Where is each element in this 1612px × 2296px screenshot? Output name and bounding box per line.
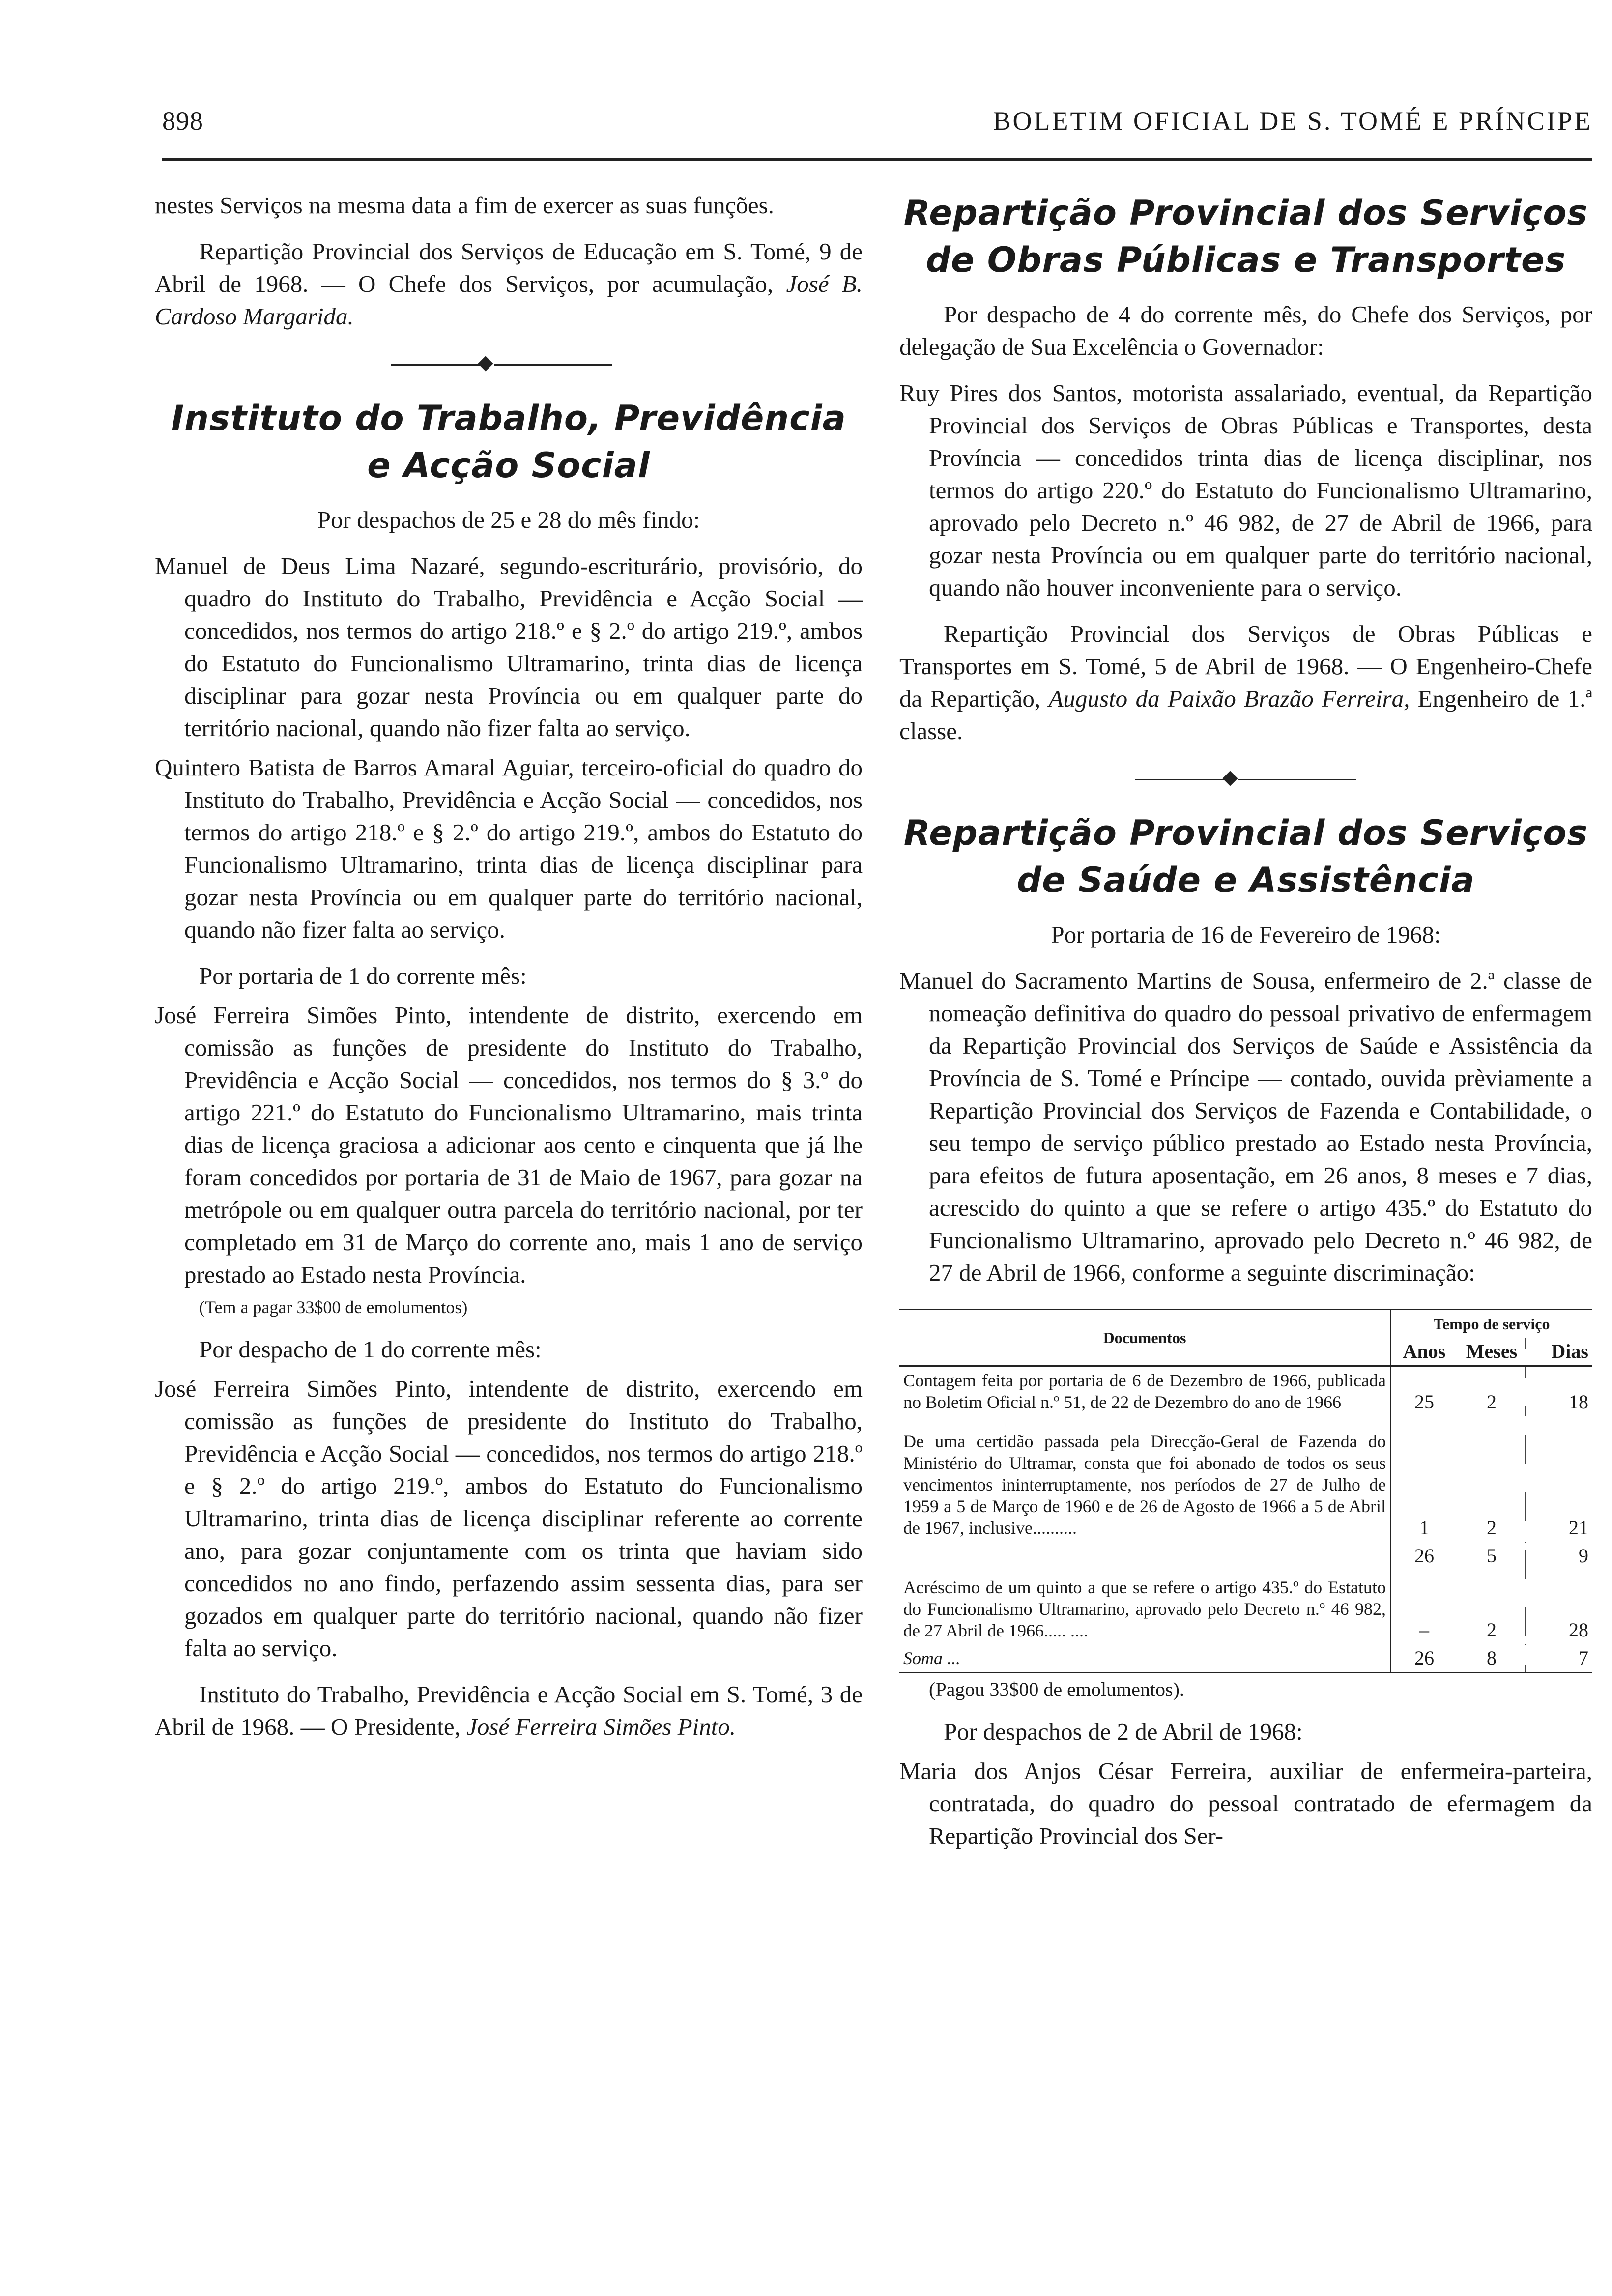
page-header — [162, 106, 1592, 145]
institute-title-line-1: Instituto do Trabalho, Previdência — [171, 398, 846, 438]
row-doc: Acréscimo de um quinto a que se refere o artigo 435.º do Estatuto do Funcionalismo Ultramarino, aprovado pelo Decreto n.º 46 982, de 27 Abril de 1966..... .... — [899, 1570, 1390, 1644]
subtotal-row — [899, 1542, 1592, 1570]
soma-days: 7 — [1526, 1644, 1593, 1673]
col-tempo-servico: Tempo de serviço — [1390, 1310, 1592, 1338]
obras-signoff-text: Repartição Provincial dos Serviços de Obras Públicas e Transportes em S. Tomé, 5 de Abril de 1968. — O Engenheiro-Chefe da Repartição, — [899, 620, 1592, 712]
service-time-table — [899, 1309, 1592, 1673]
institute-signoff — [155, 1678, 863, 1743]
entry-ruy-santos: Ruy Pires dos Santos, motorista assalariado, eventual, da Repartição Provincial dos Serviços de Obras Públicas e Transportes, desta Província — concedidos trinta dias de licença disciplinar, nos termos do artigo 220.º do Estatuto do Funcionalismo Ultramarino, aprovado pelo Decreto n.º 46 982, de 27 de Abril de 1966, para gozar nesta Província ou em qualquer parte do território nacional, quando não houver inconveniente para o serviço. — [899, 379, 1592, 601]
header-rule — [162, 158, 1592, 161]
page-number: 898 — [162, 106, 203, 136]
entry-quintero-aguiar: Quintero Batista de Barros Amaral Aguiar, terceiro-oficial do quadro do Instituto do Trabalho, Previdência e Acção Social — concedidos, nos termos do artigo 218.º e § 2.º do artigo 219.º, ambos do Estatuto do Funcionalismo Ultramarino, trinta dias de licença disciplinar para gozar nesta Província ou em qualquer parte do território nacional, quando não fizer falta ao serviço. — [155, 754, 863, 943]
institute-signoff-name: José Ferreira Simões Pinto. — [466, 1713, 736, 1740]
entry-maria-ferreira: Maria dos Anjos César Ferreira, auxiliar de enfermeira-parteira, contratada, do quadro do pessoal contratado de efermagem da Repartição Provincial dos Ser- — [899, 1757, 1592, 1849]
saude-intro: Por portaria de 16 de Fevereiro de 1968: — [1051, 921, 1441, 948]
despacho-intro: Por despacho de 1 do corrente mês: — [199, 1336, 542, 1363]
pagou-note: (Pagou 33$00 de emolumentos). — [929, 1678, 1184, 1700]
soma-label: Soma ... — [899, 1644, 1390, 1673]
institute-section-title — [155, 395, 863, 489]
table-row — [899, 1366, 1592, 1416]
entry-jose-pinto-portaria: José Ferreira Simões Pinto, intendente de distrito, exercendo em comissão as funções de presidente do Instituto do Trabalho, Previdência e Acção Social — concedidos, nos termos do § 3.º do artigo 221.º do Estatuto do Funcionalismo Ultramarino, mais trinta dias de licença graciosa a adicionar aos cento e cinquenta que já lhe foram concedidos por portaria de 31 de Maio de 1967, para gozar na metrópole ou em qualquer outra parcela do território nacional, por ter completado em 31 de Março do corrente ano, mais 1 ano de serviço prestado ao Estado nesta Província. — [155, 1002, 863, 1288]
saude-title-line-2: de Saúde e Assistência — [1017, 860, 1475, 900]
entry-manuel-sousa: Manuel do Sacramento Martins de Sousa, enfermeiro de 2.ª classe de nomeação definitiva do quadro do pessoal privativo de enfermagem da Repartição Provincial dos Serviços de Saúde e Assistência da Província de S. Tomé e Príncipe — contado, ouvida prèviamente a Repartição Provincial dos Serviços de Fazenda e Contabilidade, o seu tempo de serviço público prestado ao Estado nesta Província, para efeitos de futura aposentação, em 26 anos, 8 meses e 7 dias, acrescido do quinto a que se refere o artigo 435.º do Estatuto do Funcionalismo Ultramarino, aprovado pelo Decreto n.º 46 982, de 27 de Abril de 1966, conforme a seguinte discriminação: — [899, 967, 1592, 1286]
obras-section-title — [899, 189, 1592, 284]
education-signoff-name: José B. Cardoso Margarida. — [155, 270, 863, 330]
education-signoff — [155, 235, 863, 333]
row-days: 21 — [1569, 1516, 1588, 1539]
obras-signoff-name: Augusto da Paixão Brazão Ferreira, — [1048, 685, 1410, 712]
row-doc: Contagem feita por portaria de 6 de Dezembro de 1966, publicada no Boletim Oficial n.º 51, de 22 de Dezembro do ano de 1966 — [899, 1366, 1390, 1416]
row-years: – — [1390, 1570, 1458, 1644]
institute-signoff-text: Instituto do Trabalho, Previdência e Acção Social em S. Tomé, 3 de Abril de 1968. — O Presidente, — [155, 1681, 863, 1740]
row-years: 25 — [1390, 1366, 1458, 1416]
section-separator — [899, 765, 1592, 795]
obras-signoff — [899, 618, 1592, 747]
obras-intro: Por despacho de 4 do corrente mês, do Chefe dos Serviços, por delegação de Sua Excelência o Governador: — [899, 301, 1592, 360]
soma-years: 26 — [1390, 1644, 1458, 1673]
row-doc: De uma certidão passada pela Direcção-Geral de Fazenda do Ministério do Ultramar, consta que foi abonado de todos os seus vencimentos ininterruptamente, nos períodos de 27 de Julho de 1959 a 5 de Março de 1960 e de 26 de Agosto de 1966 a 5 de Abril de 1967, inclusive.......... — [899, 1416, 1390, 1542]
education-signoff-text: Repartição Provincial dos Serviços de Educação em S. Tomé, 9 de Abril de 1968. — O Chefe dos Serviços, por acumulação, — [155, 238, 863, 297]
obras-signoff-rank: Engenheiro de 1.ª classe. — [899, 685, 1592, 745]
obras-title-line-2: de Obras Públicas e Transportes — [925, 240, 1566, 280]
soma-months: 8 — [1458, 1644, 1526, 1673]
table-row — [899, 1570, 1592, 1644]
col-years: Anos — [1390, 1338, 1458, 1366]
subtotal-years: 26 — [1390, 1542, 1458, 1570]
row-months: 2 — [1458, 1366, 1526, 1416]
portaria-intro: Por portaria de 1 do corrente mês: — [199, 962, 527, 989]
table-row — [899, 1416, 1592, 1542]
despachos-intro: Por despachos de 25 e 28 do mês findo: — [317, 506, 700, 533]
row-days: 18 — [1526, 1366, 1593, 1416]
obras-title-line-1: Repartição Provincial dos Serviços — [903, 193, 1588, 233]
col-documents: Documentos — [899, 1310, 1390, 1366]
section-separator — [155, 350, 863, 380]
col-days: Dias — [1551, 1340, 1588, 1362]
col-months: Meses — [1458, 1338, 1526, 1366]
subtotal-months: 5 — [1458, 1542, 1526, 1570]
row-months: 2 — [1458, 1570, 1526, 1644]
emolumentos-note: (Tem a pagar 33$00 de emolumentos) — [199, 1297, 468, 1317]
soma-row — [899, 1644, 1592, 1673]
entry-manuel-nazare: Manuel de Deus Lima Nazaré, segundo-escriturário, provisório, do quadro do Instituto do Trabalho, Previdência e Acção Social — concedidos, nos termos do artigo 218.º e § 2.º do artigo 219.º, ambos do Estatuto do Funcionalismo Ultramarino, trinta dias de licença disciplinar para gozar nesta Província ou em qualquer parte do território nacional, quando não fizer falta ao serviço. — [155, 552, 863, 742]
entry-jose-pinto-despacho: José Ferreira Simões Pinto, intendente de distrito, exercendo em comissão as funções de presidente do Instituto do Trabalho, Previdência e Acção Social — concedidos, nos termos do artigo 218.º e § 2.º do artigo 219.º, ambos do Estatuto do Funcionalismo Ultramarino, trinta dias de licença disciplinar referente ao corrente ano, para gozar conjuntamente com os trinta que haviam sido concedidos no ano findo, perfazendo assim sessenta dias, para ser gozados em qualquer parte do território nacional, quando não fizer falta ao serviço. — [155, 1375, 863, 1662]
left-column — [155, 189, 863, 1743]
continuation-paragraph: nestes Serviços na mesma data a fim de exercer as suas funções. — [155, 192, 774, 219]
running-title: BOLETIM OFICIAL DE S. TOMÉ E PRÍNCIPE — [993, 106, 1592, 136]
right-column — [899, 189, 1592, 1852]
row-days: 28 — [1569, 1619, 1588, 1641]
institute-title-line-2: e Acção Social — [367, 445, 650, 486]
saude-section-title — [899, 809, 1592, 904]
row-years: 1 — [1390, 1416, 1458, 1542]
despachos-abril-intro: Por despachos de 2 de Abril de 1968: — [944, 1718, 1303, 1745]
subtotal-days: 9 — [1526, 1542, 1593, 1570]
row-months: 2 — [1458, 1416, 1526, 1542]
saude-title-line-1: Repartição Provincial dos Serviços — [903, 813, 1588, 853]
